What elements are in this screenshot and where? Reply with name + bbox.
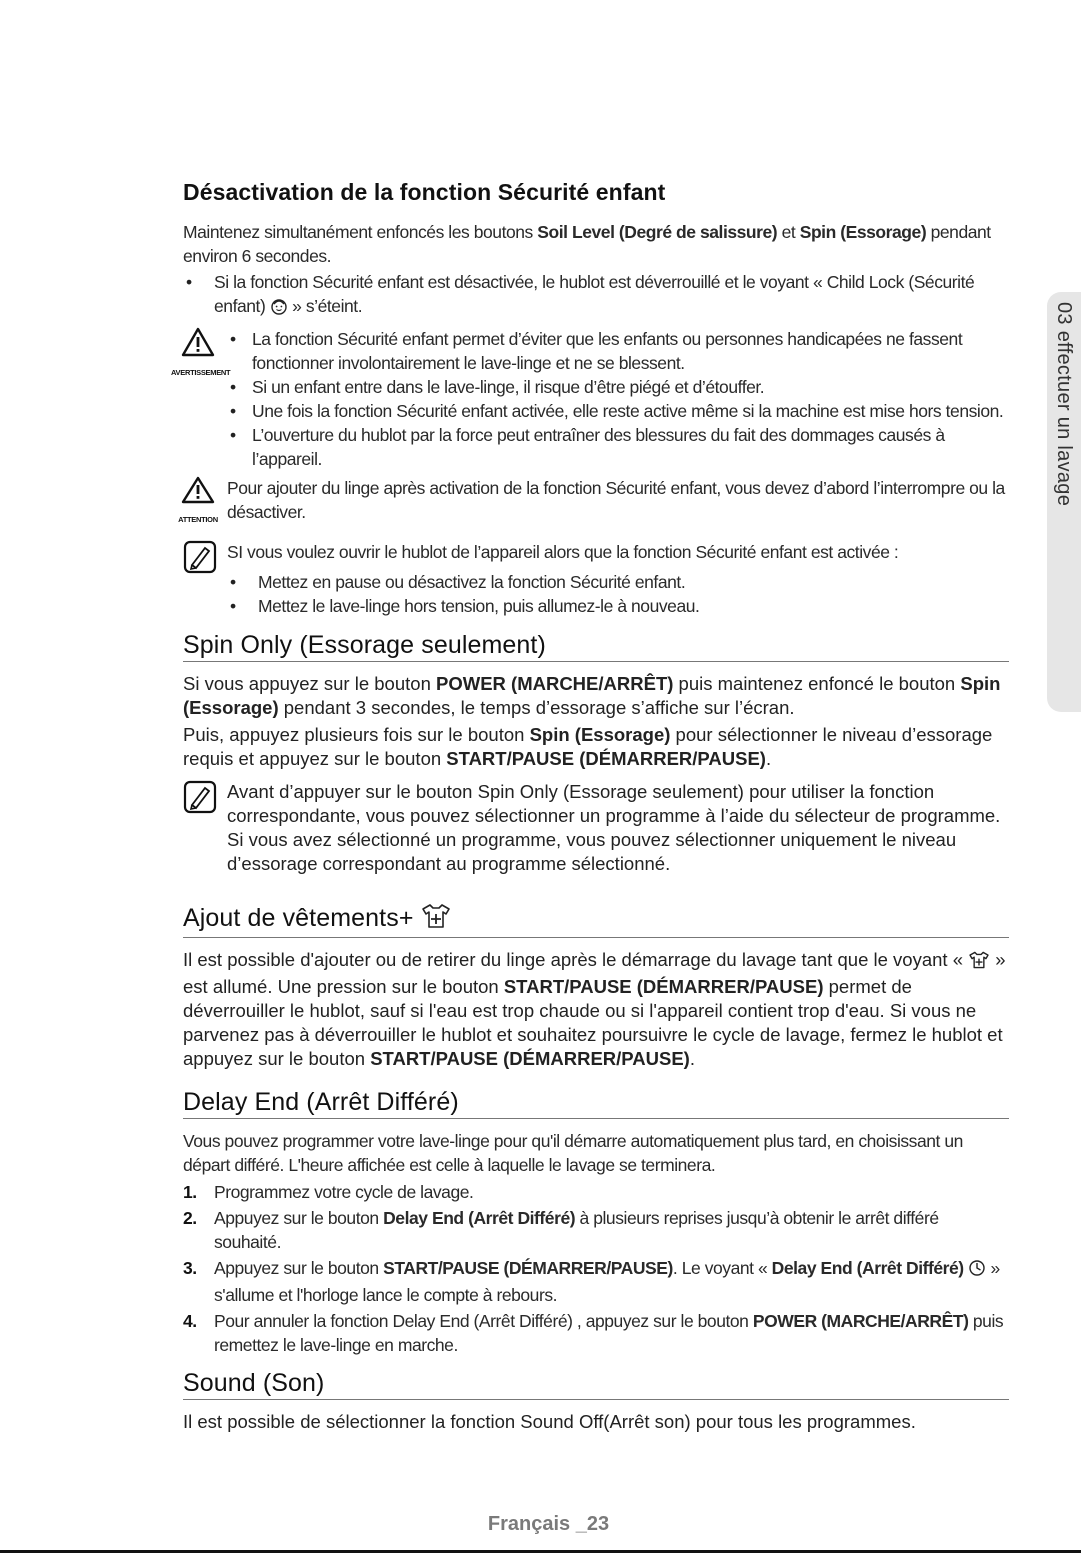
chapter-tab <box>1047 292 1081 712</box>
spin-only-note-text: Avant d’appuyer sur le bouton Spin Only (Essorage seulement) pour utiliser la fonction correspondante, vous pouvez sélectionner un programme à l’aide du sélecteur de programme. Si vous avez sélectionné un programme, vous pouvez sélectionner uniquement le niveau d’essorage correspondant au programme sélectionné. <box>227 781 1001 874</box>
warning-list <box>227 327 1009 471</box>
spin-only-paragraph-1: Si vous appuyez sur le bouton POWER (MARCHE/ARRÊT) puis maintenez enfoncé le bouton Spin (Essorage) pendant 3 secondes, le temps d’essorage s’affiche sur l’écran. <box>183 673 1001 718</box>
list-item: 3. Appuyez sur le bouton START/PAUSE (DÉMARRER/PAUSE). Le voyant « Delay End (Arrêt Différé) » s'allume et l'horloge lance le compte à rebours. <box>183 1258 1000 1305</box>
note-icon <box>183 780 217 820</box>
spin-only-note <box>183 780 1009 876</box>
child-lock-off-bullets <box>183 270 1009 321</box>
note-block <box>183 540 1009 618</box>
section-title-child-lock-off: Désactivation de la fonction Sécurité enfant <box>183 179 666 205</box>
list-item: • Si la fonction Sécurité enfant est désactivée, le hublot est déverrouillé et le voyant « Child Lock (Sécurité enfant) » s’éteint. <box>183 270 1009 321</box>
child-lock-off-intro: Maintenez simultanément enfoncés les boutons Soil Level (Degré de salissure) et Spin (Essorage) pendant environ 6 secondes. <box>183 222 991 266</box>
list-item: 1. Programmez votre cycle de lavage. <box>183 1182 474 1202</box>
note-list <box>227 570 1009 618</box>
chapter-tab-label: 03 effectuer un lavage <box>1053 302 1075 507</box>
note-text: SI vous voulez ouvrir le hublot de l’appareil alors que la fonction Sécurité enfant est activée : <box>227 542 899 562</box>
page-footer: Français _23 <box>487 1513 610 1535</box>
note-icon <box>183 540 217 580</box>
attention-block <box>178 476 1009 524</box>
add-garment-icon <box>421 903 451 937</box>
add-garments-paragraph: Il est possible d'ajouter ou de retirer du linge après le démarrage du lavage tant que le voyant « » est allumé. Une pression sur le bouton START/PAUSE (DÉMARRER/PAUSE) permet de déverrouiller le hublot, sauf si l'eau est trop chaude ou si l'appareil contient trop d'eau. Si vous ne parvenez pas à déverrouiller le hublot et souhaitez poursuivre le cycle de lavage, fermez le hublot et appuyez sur le bouton START/PAUSE (DÉMARRER/PAUSE). <box>183 949 1006 1069</box>
sound-paragraph: Il est possible de sélectionner la fonction Sound Off(Arrêt son) pour tous les programmes. <box>183 1411 916 1432</box>
caution-icon <box>171 476 225 532</box>
spin-only-paragraph-2: Puis, appuyez plusieurs fois sur le bouton Spin (Essorage) pour sélectionner le niveau d’essorage requis et appuyez sur le bouton START/PAUSE (DÉMARRER/PAUSE). <box>183 724 993 769</box>
list-item: • Mettez en pause ou désactivez la fonction Sécurité enfant. <box>227 570 1009 594</box>
delay-end-steps <box>183 1180 1009 1357</box>
list-item: 2. Appuyez sur le bouton Delay End (Arrêt Différé) à plusieurs reprises jusqu’à obtenir le arrêt différé souhaité. <box>183 1208 939 1252</box>
list-item: • Une fois la fonction Sécurité enfant activée, elle reste active même si la machine est mise hors tension. <box>227 399 1009 423</box>
attention-label: ATTENTION <box>178 515 218 524</box>
add-garment-icon <box>968 951 990 975</box>
delay-end-clock-icon <box>968 1259 986 1283</box>
attention-text: Pour ajouter du linge après activation de la fonction Sécurité enfant, vous devez d’abord l’interrompre ou la désactiver. <box>227 478 1005 522</box>
list-item: 4. Pour annuler la fonction Delay End (Arrêt Différé) , appuyez sur le bouton POWER (MARCHE/ARRÊT) puis remettez le lave-linge en marche. <box>183 1311 1004 1355</box>
section-title-spin-only: Spin Only (Essorage seulement) <box>183 629 1009 662</box>
list-item: • Mettez le lave-linge hors tension, puis allumez-le à nouveau. <box>227 594 1009 618</box>
section-title-add-garments: Ajout de vêtements+ <box>183 902 1009 938</box>
warning-label: AVERTISSEMENT <box>171 368 231 377</box>
warning-block <box>171 327 1009 471</box>
list-item: • Si un enfant entre dans le lave-linge, il risque d’être piégé et d’étouffer. <box>227 375 1009 399</box>
delay-end-intro: Vous pouvez programmer votre lave-linge pour qu'il démarre automatiquement plus tard, en choisissant un départ différé. L'heure affichée est celle à laquelle le lavage se terminera. <box>183 1131 963 1175</box>
list-item: • L’ouverture du hublot par la force peut entraîner des blessures du fait des dommages causés à l’appareil. <box>227 423 1009 471</box>
section-title-delay-end: Delay End (Arrêt Différé) <box>183 1086 1009 1119</box>
section-title-sound: Sound (Son) <box>183 1367 1009 1400</box>
list-item: • La fonction Sécurité enfant permet d’éviter que les enfants ou personnes handicapées ne fassent fonctionner involontairement le lave-linge et ne se blessent. <box>227 327 1009 375</box>
child-lock-icon <box>270 297 288 321</box>
page-content <box>171 176 1009 1434</box>
warning-icon <box>171 327 231 385</box>
